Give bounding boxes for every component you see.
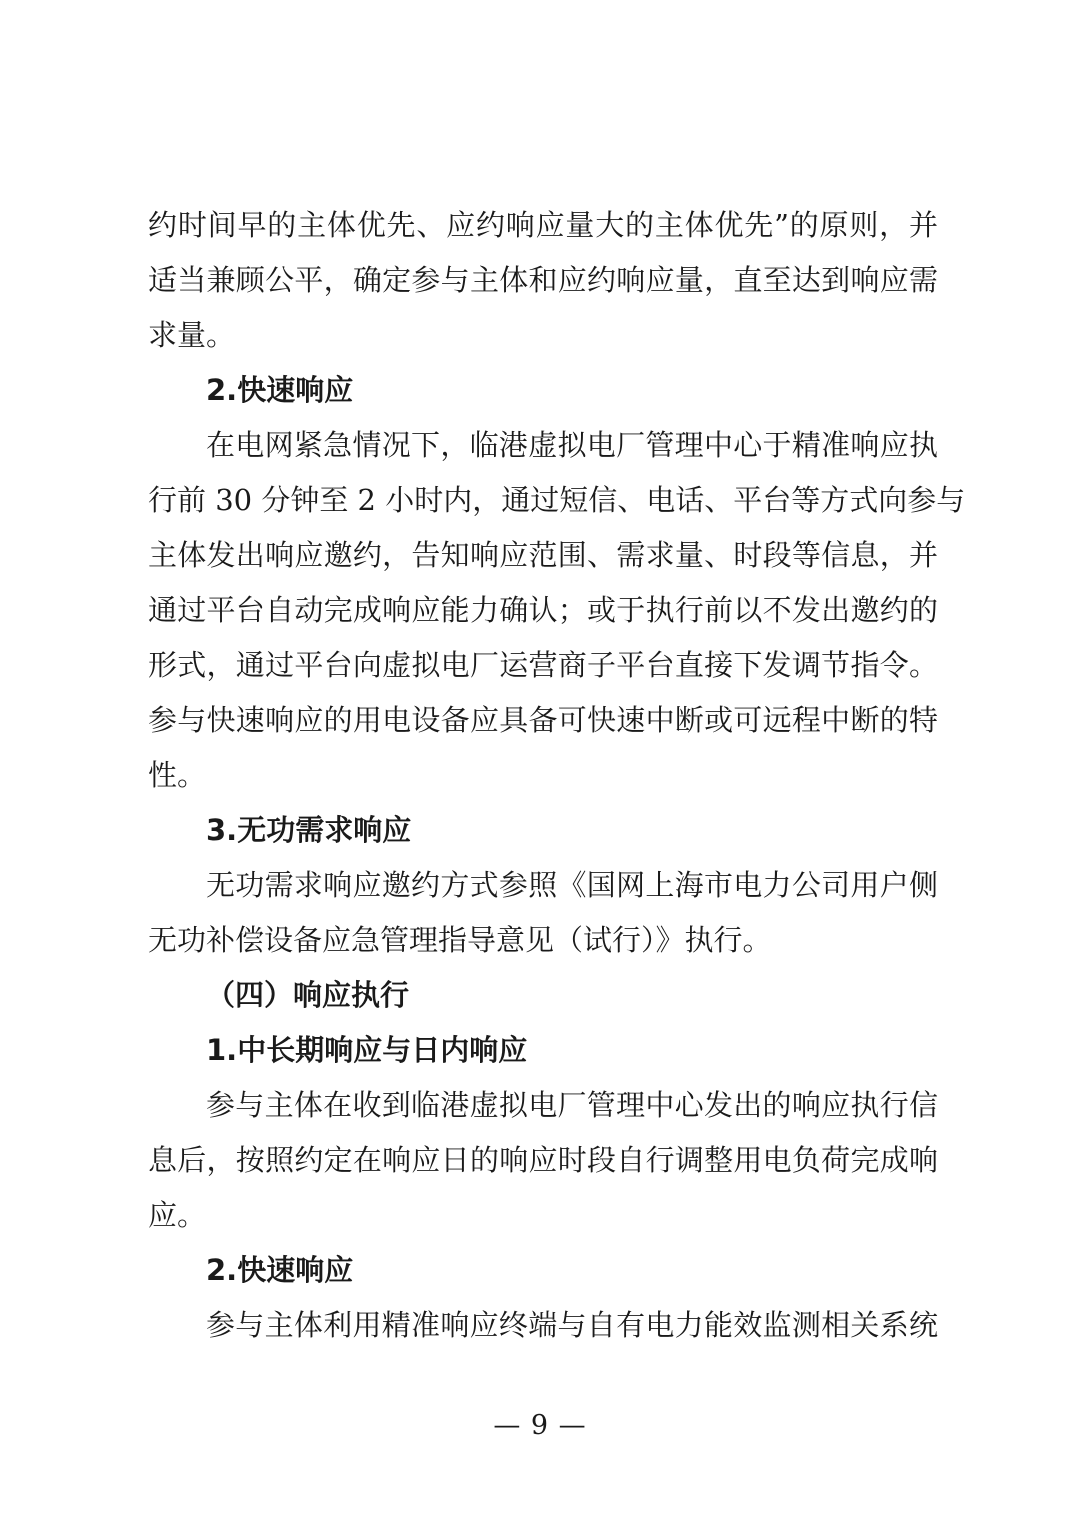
paragraph-line: 在电网紧急情况下，临港虚拟电厂管理中心于精准响应执: [206, 428, 938, 462]
paragraph-line: 应。: [148, 1198, 207, 1232]
section-heading: 1.中长期响应与日内响应: [206, 1033, 528, 1067]
paragraph-line: 参与快速响应的用电设备应具备可快速中断或可远程中断的特: [148, 703, 938, 737]
page-number: — 9 —: [493, 1410, 587, 1441]
paragraph-line: 行前 30 分钟至 2 小时内，通过短信、电话、平台等方式向参与: [148, 483, 966, 517]
paragraph-line: 无功需求响应邀约方式参照《国网上海市电力公司用户侧: [206, 868, 938, 902]
paragraph-line: 性。: [148, 758, 207, 792]
paragraph-line: 息后，按照约定在响应日的响应时段自行调整用电负荷完成响: [148, 1143, 938, 1177]
paragraph-line: 参与主体利用精准响应终端与自有电力能效监测相关系统: [206, 1308, 938, 1342]
paragraph-line: 求量。: [148, 318, 236, 352]
paragraph-line: 无功补偿设备应急管理指导意见（试行）》执行。: [148, 923, 772, 957]
paragraph-line: 参与主体在收到临港虚拟电厂管理中心发出的响应执行信: [206, 1088, 938, 1122]
paragraph-line: 主体发出响应邀约，告知响应范围、需求量、时段等信息，并: [148, 538, 938, 572]
paragraph-line: 适当兼顾公平，确定参与主体和应约响应量，直至达到响应需: [148, 263, 938, 297]
section-heading: （四）响应执行: [206, 978, 410, 1012]
paragraph-line: 通过平台自动完成响应能力确认；或于执行前以不发出邀约的: [148, 593, 938, 627]
paragraph-line: 约时间早的主体优先、应约响应量大的主体优先”的原则，并: [148, 208, 938, 242]
section-heading: 3.无功需求响应: [206, 813, 412, 847]
section-heading: 2.快速响应: [206, 373, 354, 407]
paragraph-line: 形式，通过平台向虚拟电厂运营商子平台直接下发调节指令。: [148, 648, 938, 682]
document-body: [148, 198, 966, 1353]
section-heading: 2.快速响应: [206, 1253, 354, 1287]
